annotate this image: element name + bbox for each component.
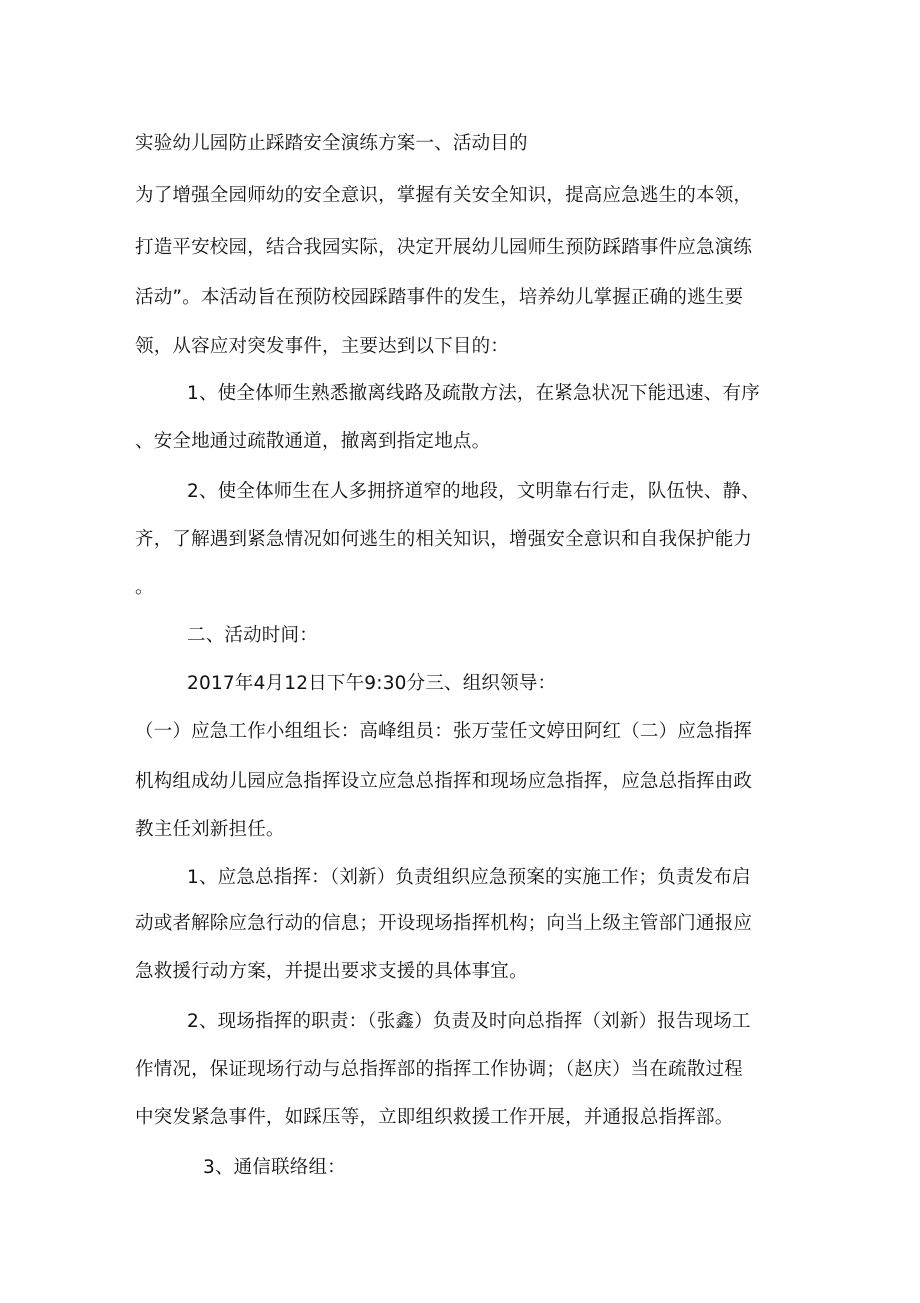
- intro-line-4: 领，从容应对突发事件，主要达到以下目的：: [135, 336, 510, 357]
- commander-line-3: 急救援行动方案，并提出要求支援的具体事宜。: [135, 961, 528, 982]
- org-line-3: 教主任刘新担任。: [135, 819, 285, 840]
- intro-line-2: 打造平安校园，结合我园实际，决定开展幼儿园师生预防踩踏事件应急演练: [135, 237, 753, 258]
- goal-1-line-1: 1、使全体师生熟悉撤离线路及疏散方法，在紧急状况下能迅速、有序: [187, 383, 760, 404]
- commander-line-1: 1、应急总指挥：（刘新）负责组织应急预案的实施工作；负责发布启: [187, 867, 751, 888]
- goal-2-line-2: 齐，了解遇到紧急情况如何逃生的相关知识，增强安全意识和自我保护能力: [135, 529, 753, 550]
- section-2-heading: 二、活动时间：: [187, 625, 318, 646]
- site-command-line-2: 作情况，保证现场行动与总指挥部的指挥工作协调；（赵庆）当在疏散过程: [135, 1059, 743, 1080]
- activity-time: 2017年4月12日下午9:30分三、组织领导：: [187, 673, 557, 694]
- site-command-line-1: 2、现场指挥的职责：（张鑫）负责及时向总指挥（刘新）报告现场工: [187, 1011, 751, 1032]
- goal-2-line-3: 。: [135, 577, 154, 598]
- goal-2-line-1: 2、使全体师生在人多拥挤道窄的地段，文明靠右行走，队伍快、静、: [187, 481, 760, 502]
- org-line-2: 机构组成幼儿园应急指挥设立应急总指挥和现场应急指挥，应急总指挥由政: [135, 771, 753, 792]
- goal-1-line-2: 、安全地通过疏散通道，撤离到指定地点。: [135, 431, 491, 452]
- communication-group-heading: 3、通信联络组：: [203, 1157, 346, 1178]
- document-title: 实验幼儿园防止踩踏安全演练方案一、活动目的: [135, 133, 528, 154]
- commander-line-2: 动或者解除应急行动的信息；开设现场指挥机构；向当上级主管部门通报应: [135, 913, 753, 934]
- intro-line-3: 活动”。本活动旨在预防校园踩踏事件的发生，培养幼儿掌握正确的逃生要: [135, 287, 744, 308]
- site-command-line-3: 中突发紧急事件，如踩压等，立即组织救援工作开展，并通报总指挥部。: [135, 1107, 734, 1128]
- intro-line-1: 为了增强全园师幼的安全意识，掌握有关安全知识，提高应急逃生的本领，: [135, 185, 753, 206]
- org-line-1: （一）应急工作小组组长：高峰组员：张万莹任文婷田阿红（二）应急指挥: [135, 721, 753, 742]
